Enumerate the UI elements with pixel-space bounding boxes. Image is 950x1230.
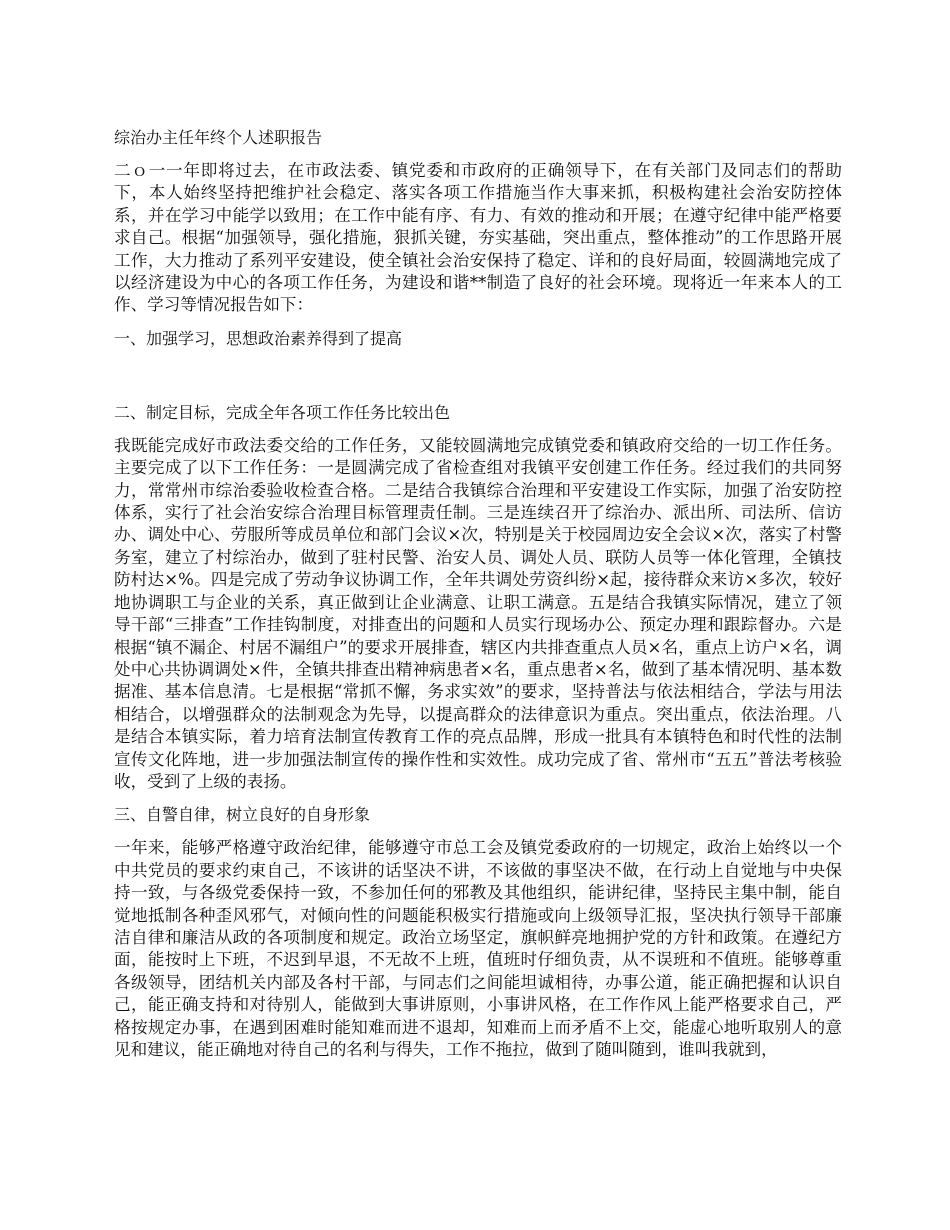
intro-paragraph: 二ｏ一一年即将过去，在市政法委、镇党委和市政府的正确领导下，在有关部门及同志们的帮助下，本人始终坚持把维护社会稳定、落实各项工作措施当作大事来抓，积极构建社会治安防控体系，并在学习中能学以致用；在工作中能有序、有力、有效的推动和开展；在遵守纪律中能严格要求自己。根据“加强领导，强化措施，狠抓关键，夯实基础，突出重点，整体推动”的工作思路开展工作，大力推动了系列平安建设，使全镇社会治安保持了稳定、详和的良好局面，较圆满地完成了以经济建设为中心的各项工作任务，为建设和谐**制造了良好的社会环境。现将近一年来本人的工作、学习等情况报告如下： — [114, 161, 842, 315]
section-3-paragraph: 一年来，能够严格遵守政治纪律，能够遵守市总工会及镇党委政府的一切规定，政治上始终以一个中共党员的要求约束自己，不该讲的话坚决不讲，不该做的事坚决不做，在行动上自觉地与中央保持一致，与各级党委保持一致，不参加任何的邪教及其他组织，能讲纪律，坚持民主集中制，能自觉地抵制各种歪风邪气，对倾向性的问题能积极实行措施或向上级领导汇报，坚决执行领导干部廉洁自律和廉洁从政的各项制度和规定。政治立场坚定，旗帜鲜亮地拥护党的方针和政策。在遵纪方面，能按时上下班，不迟到早退，不无故不上班，值班时仔细负责，从不误班和不值班。能够尊重各级领导，团结机关内部及各村干部，与同志们之间能坦诚相待，办事公道，能正确把握和认识自己，能正确支持和对待别人，能做到大事讲原则，小事讲风格，在工作作风上能严格要求自己，严格按规定办事，在遇到困难时能知难而进不退却，知难而上而矛盾不上交，能虚心地听取别人的意见和建议，能正确地对待自己的名利与得失，工作不拖拉，做到了随叫随到，谁叫我就到， — [114, 838, 842, 1059]
document-page — [114, 126, 842, 1071]
section-2-paragraph: 我既能完成好市政法委交给的工作任务，又能较圆满地完成镇党委和镇政府交给的一切工作任务。主要完成了以下工作任务：一是圆满完成了省检查组对我镇平安创建工作任务。经过我们的共同努力，常常州市综治委验收检查合格。二是结合我镇综合治理和平安建设工作实际，加强了治安防控体系，实行了社会治安综合治理目标管理责任制。三是连续召开了综治办、派出所、司法所、信访办、调处中心、劳服所等成员单位和部门会议×次，特别是关于校园周边安全会议×次，落实了村警务室，建立了村综治办，做到了驻村民警、治安人员、调处人员、联防人员等一体化管理，全镇技防村达×%。四是完成了劳动争议协调工作，全年共调处劳资纠纷×起，接待群众来访×多次，较好地协调职工与企业的关系，真正做到让企业满意、让职工满意。五是结合我镇实际情况，建立了领导干部“三排查”工作挂钩制度，对排查出的问题和人员实行现场办公、预定办理和跟踪督办。六是根据“镇不漏企、村居不漏组户”的要求开展排查，辖区内共排查重点人员×名，重点上访户×名，调处中心共协调调处×件，全镇共排查出精神病患者×名，重点患者×名，做到了基本情况明、基本数据准、基本信息清。七是根据“常抓不懈，务求实效”的要求，坚持普法与依法相结合，学法与用法相结合，以增强群众的法制观念为先导，以提高群众的法律意识为重点。突出重点，依法治理。八是结合本镇实际，着力培育法制宣传教育工作的亮点品牌，形成一批具有本镇特色和时代性的法制宣传文化阵地，进一步加强法制宣传的操作性和实效性。成功完成了省、常州市“五五”普法考核验收，受到了上级的表扬。 — [114, 435, 842, 791]
section-2-heading: 二、制定目标，完成全年各项工作任务比较出色 — [114, 402, 451, 422]
section-3-heading: 三、自警自律，树立良好的自身形象 — [114, 805, 371, 825]
blank-space — [114, 361, 842, 401]
document-title: 综治办主任年终个人述职报告 — [114, 128, 323, 147]
section-1-heading: 一、加强学习，思想政治素养得到了提高 — [114, 328, 403, 348]
